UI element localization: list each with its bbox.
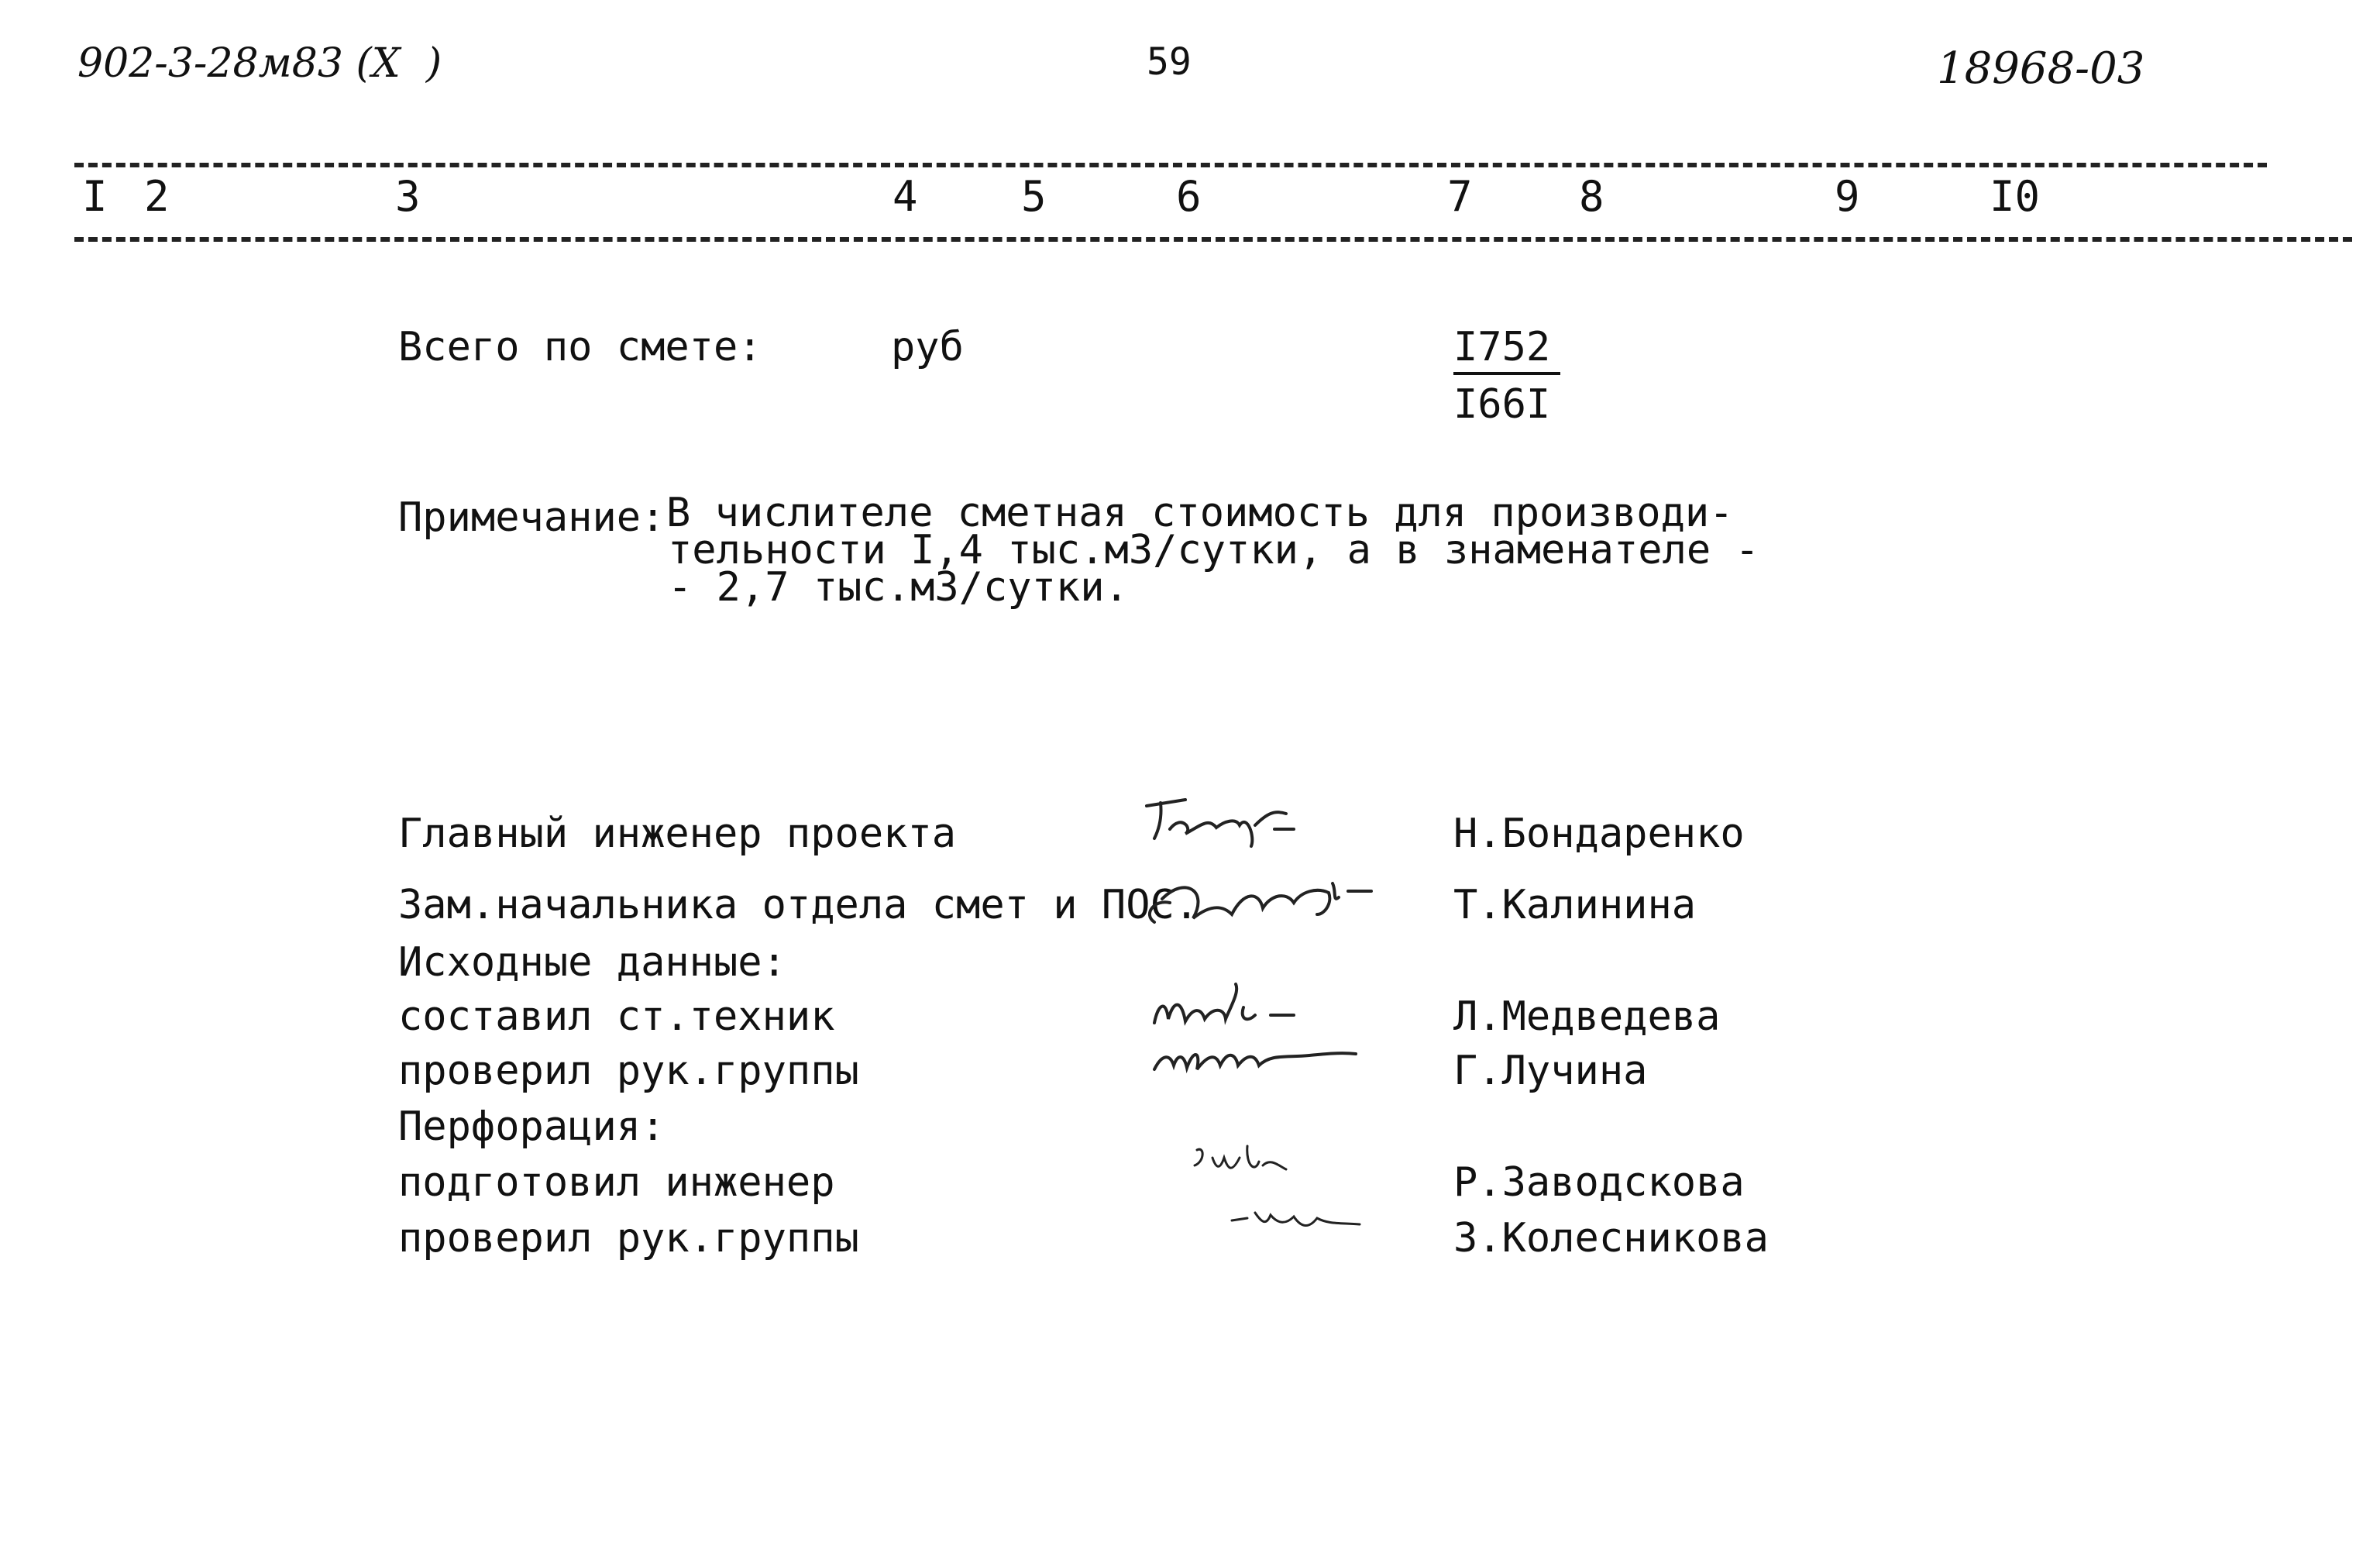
handwritten-signature xyxy=(1139,860,1387,938)
total-label: Всего по смете: xyxy=(398,324,762,370)
note-line-1: В числителе сметная стоимость для производи- xyxy=(666,490,1734,536)
signature-role: подготовил инженер xyxy=(398,1159,835,1206)
page-number: 59 xyxy=(1147,40,1192,84)
section-heading: Исходные данные: xyxy=(398,939,786,986)
signatory-name: Г.Лучина xyxy=(1453,1048,1648,1094)
signatory-name: Р.Заводскова xyxy=(1453,1159,1745,1206)
column-number: 8 xyxy=(1579,172,1604,221)
handwritten-signature xyxy=(1139,1023,1371,1085)
total-numerator: I752 xyxy=(1453,324,1560,375)
total-denominator: I66I xyxy=(1453,381,1551,428)
handwritten-signature xyxy=(1139,783,1325,852)
column-number: 5 xyxy=(1021,172,1047,221)
column-number: 4 xyxy=(892,172,918,221)
signature-role: составил ст.техник xyxy=(398,993,835,1040)
signature-role: проверил рук.группы xyxy=(398,1048,859,1094)
inventory-number: 18968-03 xyxy=(1937,43,2145,94)
column-number: I xyxy=(82,172,108,221)
handwritten-signature xyxy=(1185,1134,1317,1196)
column-number: 9 xyxy=(1835,172,1860,221)
column-number: 3 xyxy=(395,172,421,221)
signature-role: Главный инженер проекта xyxy=(398,811,957,857)
note-line-2: тельности I,4 тыс.м3/сутки, а в знаменателе - xyxy=(668,527,1759,573)
column-number: 6 xyxy=(1176,172,1202,221)
signatory-name: Л.Медведева xyxy=(1453,993,1721,1040)
section-heading: Перфорация: xyxy=(398,1103,666,1150)
signature-role: Зам.начальника отдела смет и ПОС. xyxy=(398,882,1199,928)
table-header-top-rule xyxy=(74,163,2267,167)
signatory-name: Н.Бондаренко xyxy=(1453,811,1745,857)
column-number: I0 xyxy=(1990,172,2041,221)
note-line-3: - 2,7 тыс.м3/сутки. xyxy=(668,564,1129,611)
total-unit: руб xyxy=(891,324,964,370)
handwritten-signature xyxy=(1224,1193,1379,1248)
signatory-name: Т.Калинина xyxy=(1453,882,1697,928)
table-header-bottom-rule xyxy=(74,237,2352,242)
document-code: 902-3-28м83 (X ) xyxy=(77,40,442,87)
column-number: 2 xyxy=(144,172,170,221)
note-label: Примечание: xyxy=(398,494,666,541)
column-number: 7 xyxy=(1447,172,1473,221)
signature-role: проверил рук.группы xyxy=(398,1215,859,1262)
signatory-name: З.Колесникова xyxy=(1453,1215,1769,1262)
